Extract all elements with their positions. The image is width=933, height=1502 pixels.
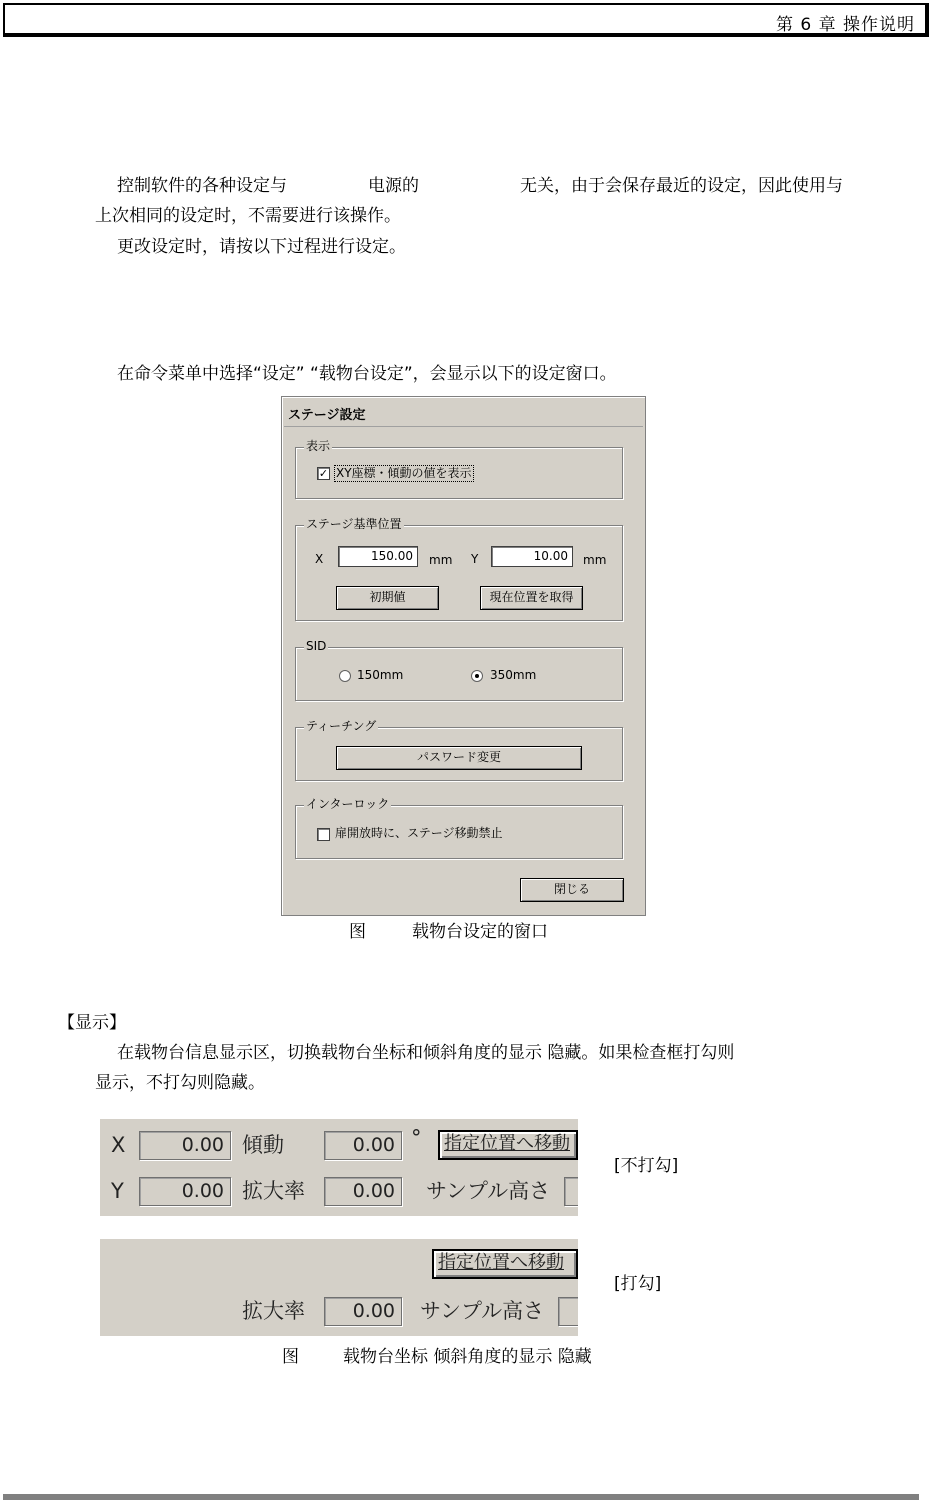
display-group xyxy=(295,439,623,499)
y-input[interactable]: 10.00 xyxy=(491,546,573,567)
display-heading: 【显示】 xyxy=(58,1013,126,1033)
show-xy-checkbox[interactable]: ✓ xyxy=(318,467,329,480)
intro-line1-b: 电源的 xyxy=(368,176,419,196)
fig2-caption-prefix: 图 xyxy=(282,1347,299,1367)
x-input[interactable]: 150.00 xyxy=(338,546,418,567)
menu-instruction: 在命令菜单中选择“设定” “载物台设定”，会显示以下的设定窗口。 xyxy=(117,364,617,384)
interlock-group-title: インターロック xyxy=(306,797,390,811)
sample-height-box xyxy=(564,1177,578,1206)
dialog-title: ステージ設定 xyxy=(288,408,366,423)
stage-info-unchecked xyxy=(100,1119,578,1216)
close-button[interactable]: 閉じる xyxy=(520,878,624,902)
sid-350-label[interactable]: 350mm xyxy=(490,668,537,682)
zoom-value-box: 0.00 xyxy=(324,1177,402,1206)
x-unit: mm xyxy=(429,553,453,567)
footer-bar xyxy=(3,1494,919,1500)
y-label: Y xyxy=(471,552,479,566)
interlock-checkbox[interactable] xyxy=(317,828,330,841)
sample-height-label: サンプル高さ xyxy=(426,1179,551,1203)
tilt-value-box: 0.00 xyxy=(324,1131,402,1160)
zoom-value-box: 0.00 xyxy=(324,1297,402,1326)
fig2-caption: 载物台坐标 倾斜角度的显示 隐藏 xyxy=(343,1347,592,1367)
sample-height-box xyxy=(558,1297,578,1326)
y-value-box: 0.00 xyxy=(139,1177,231,1206)
base-position-group-title: ステージ基準位置 xyxy=(306,517,402,531)
interlock-label[interactable]: 扉開放時に、ステージ移動禁止 xyxy=(335,826,503,840)
display-group-title: 表示 xyxy=(306,439,331,453)
checked-state-label: [打勾] xyxy=(614,1274,662,1294)
display-line2: 显示，不打勾则隐藏。 xyxy=(95,1073,265,1093)
move-to-position-label: 指定位置へ移動 xyxy=(438,1252,564,1273)
tilt-label: 傾動 xyxy=(242,1133,284,1157)
teaching-group-title: ティーチング xyxy=(306,719,377,733)
show-xy-label[interactable]: XY座標・傾動の値を表示 xyxy=(336,466,472,480)
default-value-button[interactable]: 初期値 xyxy=(336,586,439,610)
fig1-caption: 载物台设定的窗口 xyxy=(412,922,548,942)
stage-info-checked xyxy=(100,1239,578,1336)
sid-350-radio[interactable] xyxy=(471,670,483,682)
fig1-caption-prefix: 图 xyxy=(349,922,366,942)
degree-symbol: ° xyxy=(411,1126,422,1150)
intro-line1-c: 无关，由于会保存最近的设定，因此使用与 xyxy=(520,176,843,196)
stage-settings-dialog xyxy=(281,396,646,916)
move-to-position-label: 指定位置へ移動 xyxy=(444,1133,570,1154)
y-unit: mm xyxy=(583,553,607,567)
unchecked-state-label: [不打勾] xyxy=(614,1156,679,1176)
interlock-group xyxy=(295,797,623,859)
sid-group xyxy=(295,639,623,701)
title-divider xyxy=(284,426,643,427)
change-password-button[interactable]: パスワード変更 xyxy=(336,746,582,770)
sid-group-title: SID xyxy=(306,639,327,653)
y-label: Y xyxy=(111,1179,124,1203)
display-line1: 在载物台信息显示区，切换载物台坐标和倾斜角度的显示 隐藏。如果检查框打勾则 xyxy=(117,1043,735,1063)
x-label: X xyxy=(315,552,324,566)
intro-line1-a: 控制软件的各种设定与 xyxy=(117,176,287,196)
zoom-label: 拡大率 xyxy=(242,1299,305,1323)
sample-height-label: サンプル高さ xyxy=(420,1299,545,1323)
teaching-group xyxy=(295,719,623,781)
get-current-position-button[interactable]: 現在位置を取得 xyxy=(480,586,583,610)
intro-line3: 更改设定时，请按以下过程进行设定。 xyxy=(117,237,406,257)
x-value-box: 0.00 xyxy=(139,1131,231,1160)
chapter-title: 第 6 章 操作说明 xyxy=(775,15,915,35)
sid-150-label[interactable]: 150mm xyxy=(357,668,404,682)
page-header xyxy=(3,3,929,37)
zoom-label: 拡大率 xyxy=(242,1179,305,1203)
intro-line2: 上次相同的设定时，不需要进行该操作。 xyxy=(95,206,401,226)
x-label: X xyxy=(111,1133,126,1157)
sid-150-radio[interactable] xyxy=(339,670,351,682)
move-to-position-button[interactable] xyxy=(438,1130,578,1160)
move-to-position-button[interactable] xyxy=(432,1249,578,1279)
base-position-group xyxy=(295,517,623,621)
